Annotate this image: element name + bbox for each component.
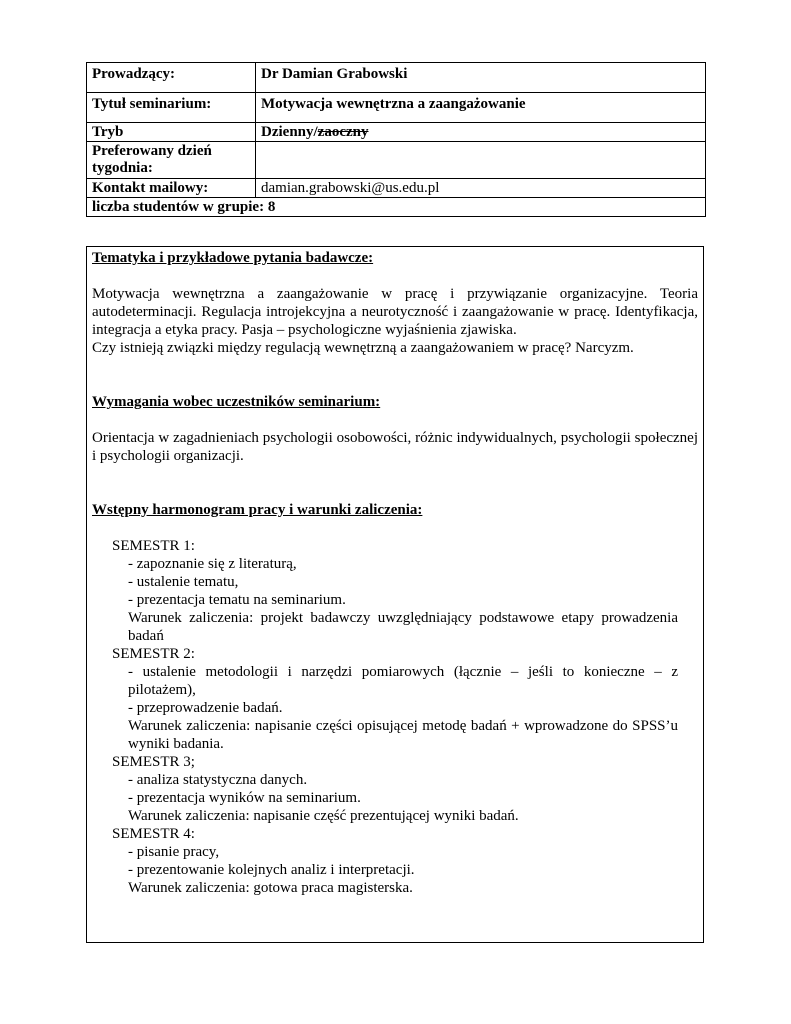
semester-3-title: SEMESTR 3;	[112, 754, 195, 770]
spacer	[92, 465, 698, 501]
spacer	[92, 357, 698, 393]
spacer	[92, 519, 698, 537]
preferred-day-row	[87, 142, 706, 179]
semester-1-title: SEMESTR 1:	[112, 538, 195, 554]
mode-value	[256, 123, 706, 142]
students-count: liczba studentów w grupie: 8	[87, 198, 706, 217]
seminar-info-table	[86, 62, 706, 217]
semester-2-condition: Warunek zaliczenia: napisanie części opisującej metodę badań + wprowadzone do SPSS’u wyniki badania.	[128, 718, 678, 752]
mode-struck-text: zaoczny	[317, 124, 369, 140]
semester-2-item: - ustalenie metodologii i narzędzi pomiarowych (łącznie – jeśli to konieczne – z pilotażem),	[128, 664, 678, 698]
preferred-day-value	[256, 142, 706, 179]
contact-email: damian.grabowski@us.edu.pl	[256, 179, 706, 198]
topics-heading: Tematyka i przykładowe pytania badawcze:	[92, 250, 374, 266]
semester-3-condition: Warunek zaliczenia: napisanie część prezentującej wyniki badań.	[128, 808, 519, 824]
semester-3-item: - prezentacja wyników na seminarium.	[128, 790, 361, 806]
semester-1-item: - prezentacja tematu na seminarium.	[128, 592, 346, 608]
semester-2-title: SEMESTR 2:	[112, 646, 195, 662]
lecturer-row	[87, 63, 706, 93]
semester-4-condition: Warunek zaliczenia: gotowa praca magisterska.	[128, 880, 413, 896]
mode-row	[87, 123, 706, 142]
semester-2-item: - przeprowadzenie badań.	[128, 700, 283, 716]
mode-label: Tryb	[87, 123, 256, 142]
contact-label: Kontakt mailowy:	[87, 179, 256, 198]
preferred-day-label: Preferowany dzień tygodnia:	[87, 142, 256, 179]
title-label: Tytuł seminarium:	[87, 93, 256, 123]
semester-1-item: - zapoznanie się z literaturą,	[128, 556, 297, 572]
semester-4-item: - prezentowanie kolejnych analiz i interpretacji.	[128, 862, 415, 878]
students-count-row	[87, 198, 706, 217]
semester-4-item: - pisanie pracy,	[128, 844, 220, 860]
title-value: Motywacja wewnętrzna a zaangażowanie	[256, 93, 706, 123]
topics-paragraph: Motywacja wewnętrzna a zaangażowanie w pracę i przywiązanie organizacyjne. Teoria autodeterminacji. Regulacja introjekcyjna a neurotyczność i zaangażowanie w pracę. Identyfikacja, integracja a etyka pracy. Pasja – psychologiczne wyjaśnienia zjawiska.	[92, 286, 698, 338]
requirements-paragraph: Orientacja w zagadnieniach psychologii osobowości, różnic indywidualnych, psychologii społecznej i psychologii organizacji.	[92, 430, 698, 464]
semester-4-title: SEMESTR 4:	[112, 826, 195, 842]
lecturer-label	[87, 63, 256, 93]
contact-row	[87, 179, 706, 198]
title-row	[87, 93, 706, 123]
topics-questions: Czy istnieją związki między regulacją wewnętrzną a zaangażowaniem w pracę? Narcyzm.	[92, 340, 634, 356]
spacer	[92, 267, 698, 285]
lecturer-value: Dr Damian Grabowski	[256, 63, 706, 93]
requirements-heading: Wymagania wobec uczestników seminarium:	[92, 394, 381, 410]
seminar-description-box	[86, 246, 704, 943]
spacer	[92, 411, 698, 429]
semester-1-condition: Warunek zaliczenia: projekt badawczy uwzględniający podstawowe etapy prowadzenia badań	[128, 610, 678, 644]
schedule-list	[92, 537, 698, 897]
semester-1-item: - ustalenie tematu,	[128, 574, 239, 590]
schedule-heading: Wstępny harmonogram pracy i warunki zaliczenia:	[92, 502, 423, 518]
mode-value-text: Dzienny/	[261, 124, 318, 140]
lecturer-label-text: Prowadzący:	[92, 66, 176, 82]
semester-3-item: - analiza statystyczna danych.	[128, 772, 308, 788]
